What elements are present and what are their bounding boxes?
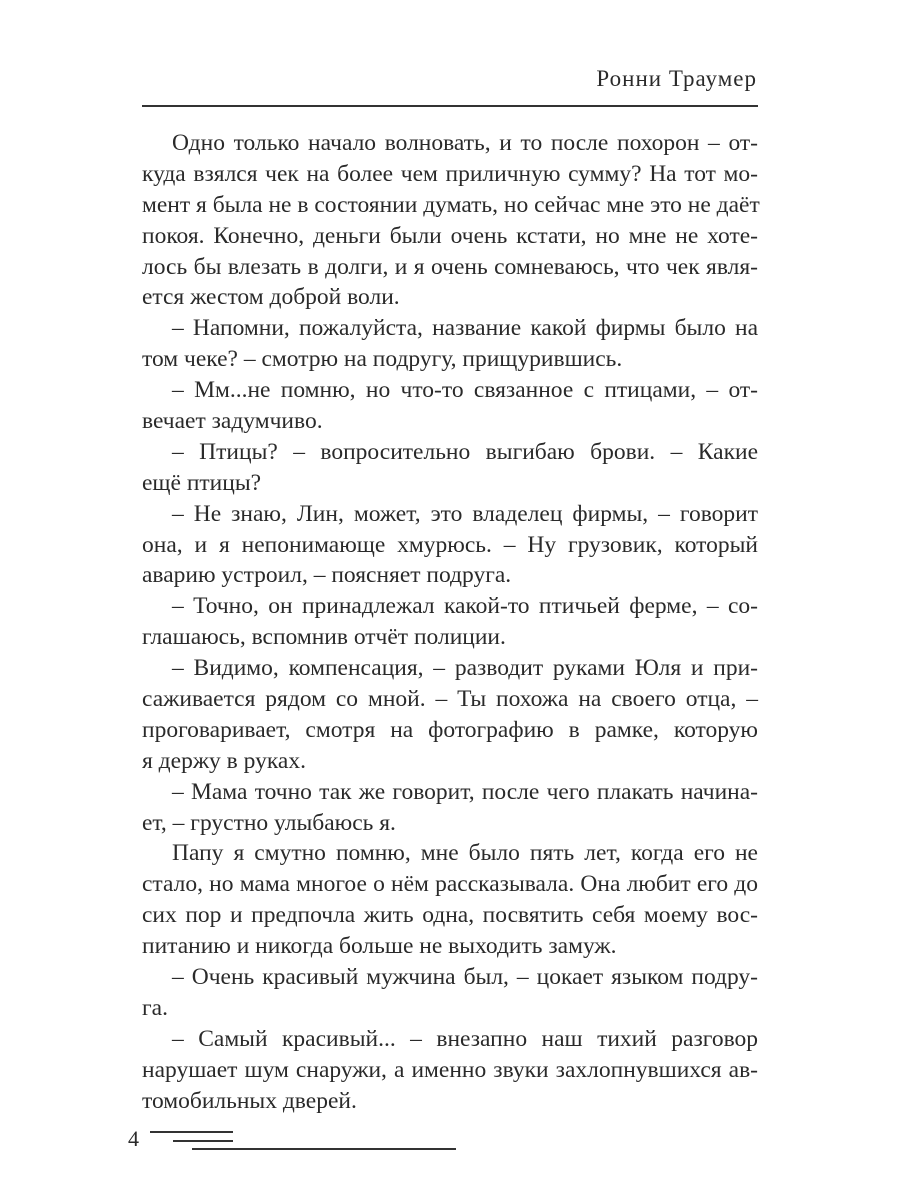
- text-line: глашаюсь, вспомнив отчёт полиции.: [142, 624, 506, 651]
- text-line: – Точно, он принадлежал какой-то птичьей ферме, – со-: [172, 593, 758, 620]
- text-line: – Самый красивый... – внезапно наш тихий разговор: [172, 1025, 758, 1052]
- text-line: лось бы влезать в долги, и я очень сомневаюсь, что чек явля-: [142, 253, 758, 280]
- header-divider: [142, 105, 758, 107]
- text-line: – Видимо, компенсация, – разводит руками Юля и при-: [172, 655, 758, 682]
- text-line: – Не знаю, Лин, может, это владелец фирмы, – говорит: [172, 500, 758, 527]
- text-line: саживается рядом со мной. – Ты похожа на своего отца, –: [142, 686, 758, 713]
- text-line: – Очень красивый мужчина был, – цокает языком подру-: [172, 964, 758, 991]
- text-line: ется жестом доброй воли.: [142, 284, 400, 311]
- text-line: она, и я непонимающе хмурюсь. – Ну грузовик, который: [142, 531, 758, 558]
- text-line: – Мама точно так же говорит, после чего плакать начина-: [172, 778, 758, 805]
- footer-ornament-rule: [173, 1140, 233, 1142]
- text-line: – Мм...не помню, но что-то связанное с птицами, – от-: [172, 377, 758, 404]
- page-number: 4: [128, 1126, 139, 1151]
- text-line: том чеке? – смотрю на подругу, прищурившись.: [142, 346, 623, 373]
- text-line: Папу я смутно помню, мне было пять лет, когда его не: [172, 840, 758, 867]
- footer-ornament-rule: [192, 1148, 456, 1150]
- text-line: – Напомни, пожалуйста, название какой фирмы было на: [172, 315, 758, 342]
- footer-ornament-rule: [150, 1131, 233, 1133]
- text-line: стало, но мама многое о нём рассказывала. Она любит его до: [142, 871, 758, 898]
- text-line: томобильных дверей.: [142, 1087, 357, 1114]
- text-line: Одно только начало волновать, и то после похорон – от-: [172, 130, 758, 156]
- text-line: питанию и никогда больше не выходить замуж.: [142, 933, 617, 960]
- text-line: сих пор и предпочла жить одна, посвятить себя моему вос-: [142, 902, 758, 929]
- text-line: ет, – грустно улыбаюсь я.: [142, 809, 396, 836]
- text-line: га.: [142, 994, 168, 1021]
- text-line: мент я была не в состоянии думать, но сейчас мне это не даёт: [142, 191, 760, 218]
- text-line: аварию устроил, – поясняет подруга.: [142, 562, 512, 589]
- text-line: проговаривает, смотря на фотографию в рамке, которую: [142, 716, 758, 743]
- text-line: куда взялся чек на более чем приличную сумму? На тот мо-: [142, 160, 758, 187]
- body-text: [142, 128, 758, 1117]
- text-line: ещё птицы?: [142, 469, 262, 496]
- text-line: покоя. Конечно, деньги были очень кстати, но мне не хоте-: [142, 222, 758, 249]
- text-line: нарушает шум снаружи, а именно звуки захлопнувшихся ав-: [142, 1056, 758, 1083]
- running-header-author: Ронни Траумер: [596, 66, 757, 91]
- text-line: – Птицы? – вопросительно выгибаю брови. – Какие: [172, 438, 758, 465]
- text-line: вечает задумчиво.: [142, 408, 323, 435]
- text-line: я держу в руках.: [142, 747, 306, 774]
